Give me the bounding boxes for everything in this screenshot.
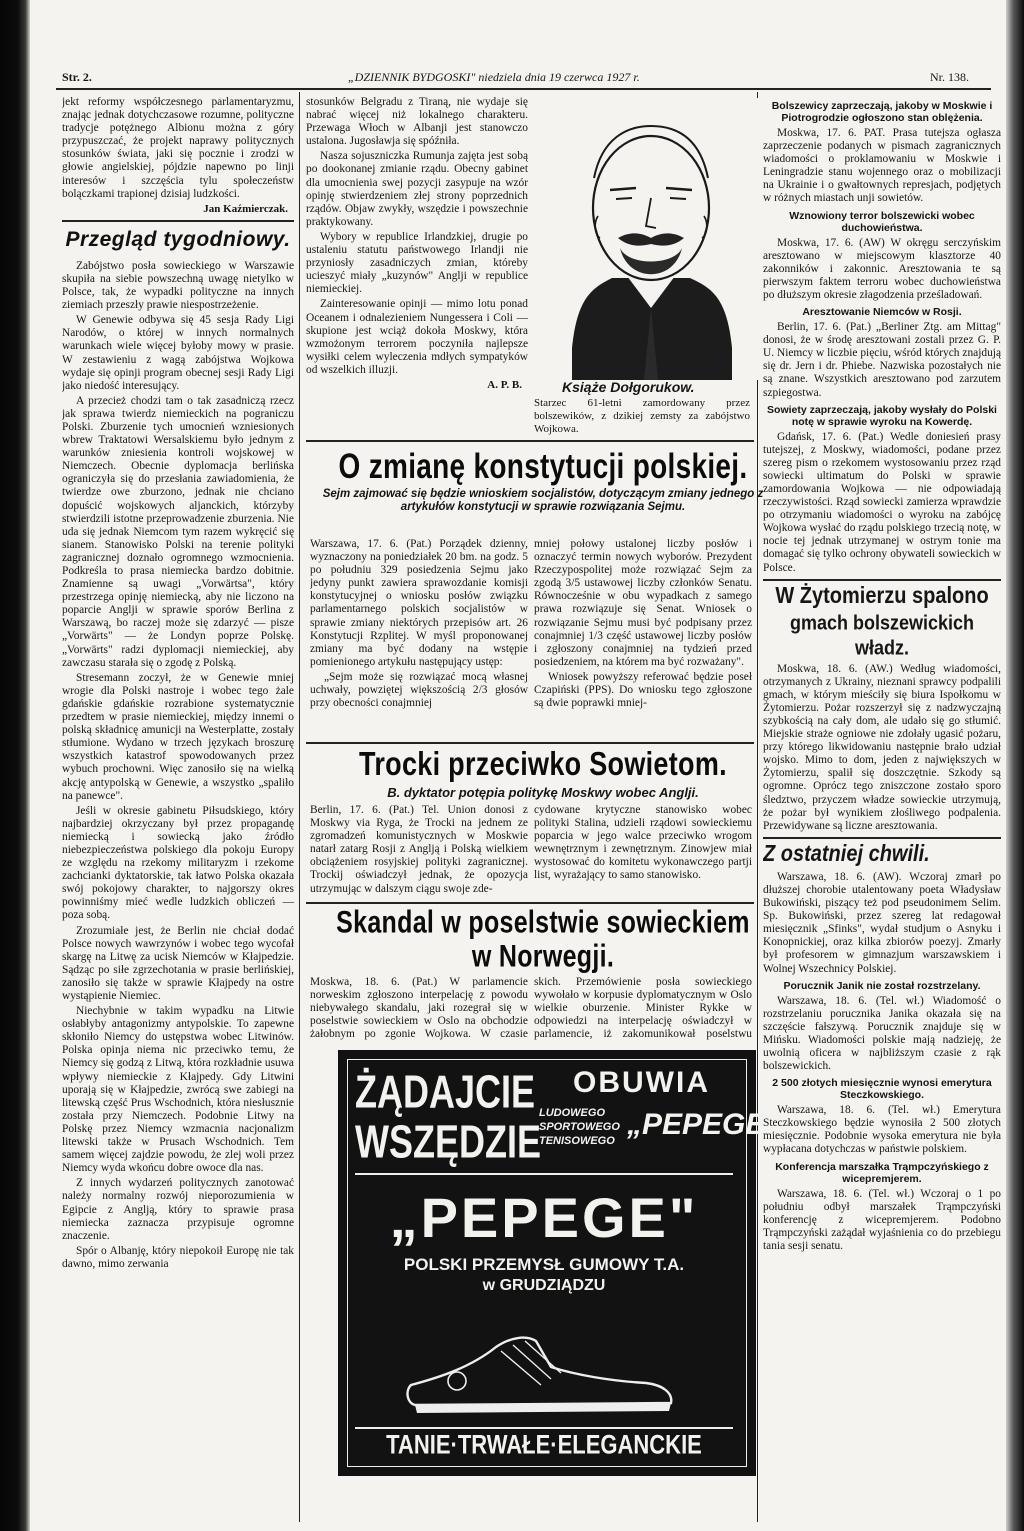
paragraph: Zabójstwo posła sowieckiego w Warszawie skupiła na siebie powszechną uwagę nietylko w Polsce, tak, że wypadki polityczne na innych ziemiach przeszły prawie niespostrzeżenie.	[62, 259, 294, 312]
scan-edge-left	[0, 0, 30, 1531]
portrait-illustration	[532, 98, 770, 380]
ad-folk: LUDOWEGO	[539, 1107, 605, 1119]
paragraph: cydowane krytyczne stanowisko wobec polityki Stalina, udzieli rządowi sowieckiemu poparcia w jego walce przeciwko wrogom wewnętrznym i zewnętrznym. Zinowjew miał wystosować do komitetu wykonawczego partji list, wyrażający to samo stanowisko.	[534, 804, 752, 882]
section-title-weekly-review: Przegląd tygodniowy.	[65, 227, 291, 251]
ad-brand-small: „PEPEGE"	[627, 1108, 780, 1141]
news-text: Warszawa, 18. 6. (Tel. wł.) Wiadomość o rozstrzelaniu porucznika Janika okazała się na szczęście fałszywą. Porucznik znajduje się w Mińsku. Wiadomości polskie mają nadzieję, że uwolnią oficera w najbliższym czasie z rąk bolszewickich.	[763, 994, 1001, 1073]
headline-fire-1: W Żytomierzu spalono	[775, 582, 989, 609]
paragraph: stosunków Belgradu z Tiraną, nie wydaje się nabrać więcej niż lokalnego charakteru. Przewaga Włoch w Albanji jest stanowczo ustalona. Jugosławja się spóźniła.	[306, 96, 528, 148]
news-text: Berlin, 17. 6. (Pat.) „Berliner Ztg. am Mittag" donosi, że w środę aresztowani zostali przez G. P. U. Niemcy w liczbie pięciu, wśród których znajdują się dr. Jern i dr. Phiebe. Nazwiska pozostałych nie są znane. Wszystkich aresztowano pod zarzutem szpiegostwa.	[763, 321, 1001, 399]
paragraph: A przecież chodzi tam o tak zasadniczą rzecz jak sprawa twierdz niemieckich na pograniczu Polski. Zburzenie tych umocnień wzniesionych wbrew Traktatowi Wersalskiemu było jednym z warunków zniesienia kontroli wojskowej w Niemczech. Obecnie dyplomacja berlińska ograniczyła się do przesłania zawiadomienia, że twierdze owe zburzono, jednak nie chciano dopuścić wojskowych aljanckich, którzyby stwierdzili istotne przeprowadzenie zburzenia. Nie uda się jednak Niemcom tym razem wykręcić się sianem. Stanowisko Polski na terenie polityki zagranicznej doznało ogromnego wzmocnienia. Podkreśla to prasa niemiecka bardzo dobitnie. Znamienne są uwagi „Vorwärtsa", który przestrzega opinję niemiecką, aby nie liczono na poparcie Anglji w sprawie sporów Berlina z Warszawą, bo raczej może się zdarzyć — pisze „Vorwärts" — że Londyn poprze Polskę. „Vorwärts" radzi dyplomacji niemieckiej, aby zawczasu starała się o zgodę z Polską.	[62, 394, 294, 669]
ad-brand-big: „PEPEGE"	[389, 1186, 699, 1249]
constitution-left	[310, 538, 528, 738]
paragraph: Wniosek powyższy referować będzie poseł Czapiński (PPS). Do wniosku tego zgłoszone są dwie poprawki mniej-	[534, 670, 752, 710]
paragraph: Z innych wydarzeń politycznych zanotować należy normalny rozwój nieporozumienia w Egipcie z Anglją, który to sprawie prasa niemiecka zaznacza przypisuje ogromne znaczenie.	[62, 1177, 294, 1242]
portrait-name: Książe Dołgorukow.	[562, 379, 695, 395]
news-text: Moskwa, 18. 6. (AW.) Według wiadomości, otrzymanych z Ukrainy, nieznani sprawcy podpalili gmach, w którym mieściły się biura Ispołkomu w Żytomierzu. Pożar rozszerzył się z nadzwyczajną szybkością na cały dom, ale udało się go stłumić. Miejskie straże ogniowe nie zdołały ugasić pożaru, przy którego likwidowaniu następnie brało udział wojsko. Mimo to dom, jeden z największych w Żytomierzu, spalił się doszczętnie. Szkody są ogromne. Oprócz tego zniszczone zostało sporo śledztwo, przyczem władze sowieckie utrzymują, że pożar był wynikiem złośliwego podpalenia. Przewidywane są liczne aresztowania.	[763, 662, 1001, 832]
article-signature: Jan Kaźmierczak.	[203, 202, 288, 215]
subheadline-trocki: B. dyktator potępia politykę Moskwy wobec Anglji.	[387, 785, 699, 800]
news-title: Konferencja marszałka Trąmpczyńskiego z wicepremjerem.	[775, 1160, 989, 1185]
norway-left	[310, 976, 528, 1042]
news-text: Warszawa, 18. 6. (AW). Wczoraj zmarł po dłuższej chorobie utalentowany poeta Władysław Bukowiński, piszący też pod pseudonimem Selim. Sp. Bukowiński, przez szereg lat redagował miesięcznik „Sfinks", wydał studjum o Asnyku i Konopnickiej, oraz kilka zbiorów poezyj. Zmarły był profesorem w gimnazjum warszawskiem i Wolnej Wszechnicy Polskiej.	[763, 870, 1001, 975]
ad-rule	[355, 1173, 733, 1175]
divider	[306, 902, 754, 904]
col-divider-1	[299, 92, 300, 1522]
paragraph: Moskwa, 18. 6. (Pat.) W parlamencie norweskim zgłoszono interpelację z powodu niebywałego skandalu, jaki rozegrał się w poselstwie sowieckiem w Oslo na obchodzie żałobnym po zgonie Wojkowa. W czasie	[310, 976, 528, 1041]
headline-norway-1: Skandal w poselstwie sowieckiem	[336, 904, 750, 940]
paragraph: Spór o Albanję, który niepokoił Europę nie tak dawno, mimo zerwania	[62, 1244, 294, 1270]
paragraph: Zainteresowanie opinji — mimo lotu ponad Oceanem i odnalezieniem Nungessera i Coli — skupione jest wciąż dokoła Moskwy, która wzmożonym terrorem poczyniła najlepsze wysiłki celem wyleczenia mdłych sympatyków od wszelkich illuzji.	[306, 298, 528, 376]
ad-shoes: OBUWIA	[573, 1066, 710, 1099]
ad-slogan: TANIE·TRWAŁE·ELEGANCKIE	[386, 1429, 702, 1460]
section-rule	[763, 579, 1001, 581]
paragraph: Nasza sojuszniczka Rumunja zajęta jest sobą po dookonanej zmianie rządu. Obecny gabinet dla umocnienia swej pozycji zasypuje na wzór opinję stwierdzeniem złej strony poprzednich rządów. Objaw zwykły, wszędzie i powszechnie praktykowany.	[306, 150, 528, 228]
news-title: Sowiety zaprzeczają, jakoby wysłały do Polski notę w sprawie wyroku na Kowerdę.	[767, 403, 997, 428]
trocki-right	[534, 804, 752, 904]
ad-sport: SPORTOWEGO	[539, 1121, 620, 1133]
column-2	[306, 96, 528, 441]
paragraph: Jeśli w okresie gabinetu Piłsudskiego, który najbardziej okrzyczany był przez propagandę niemiecką i sowiecką jako źródło niebezpieczeństwa polskiego dla pokoju Europy ze względu na rzekomy militaryzm i rzekome zachcianki dyktatorskie, tak łatwo Polska okazała swój pokojowy charakter, to najgorszy okres powinniśmy mieć wedle ludzkich obliczeń — poza sobą.	[62, 804, 294, 922]
paragraph: Niechybnie w takim wypadku na Litwie osłabłyby antagonizmy antypolskie. To zapewne skłoniło Niemcy do ustępstwa wobec Litwinów. Polska opinja niema nic przeciwko temu, że Niemcy się godzą z Litwą, która rozkładnie usuwa wpływy niemieckie z Kłajpedy. Gdy Litwini uporają się w Kłajpedzie, zwrócą swe zabiegi na litewską część Prus Wschodnich, która niesłusznie została przy Niemczech. Podobnie Litwy na Polskę przez Niemcy wzmacnia nacjonalizm litewski także w Prusach Wschodnich. Tem samem więcej zajdzie powodu, że zlej woli przez Niemcy wyda wkońcu dobre owoce dla nas.	[62, 1005, 294, 1175]
ad-tennis: TENISOWEGO	[539, 1135, 615, 1147]
news-title: Aresztowanie Niemców w Rosji.	[802, 306, 962, 319]
divider	[306, 742, 754, 744]
headline-norway-2: w Norwegji.	[471, 938, 615, 974]
news-text: Moskwa, 17. 6. PAT. Prasa tutejsza ogłasza zaprzeczenie podanych w pismach zagranicznych wiadomości o proklamowaniu w Moskwie i Leningradzie stanu wojennego oraz o mobilizacji na Ukrainie i o gwałtownych represjach, podjętych w różnych miastach unji sowietów.	[763, 127, 1001, 205]
portrait-caption: Starzec 61-letni zamordowany przez bolszewików, z dzikiej zemsty za zabójstwo Wojkowa.	[534, 397, 750, 435]
ad-demand: ŻĄDAJCIE	[355, 1064, 536, 1118]
divider	[306, 440, 754, 442]
headline-fire-2: gmach bolszewickich władz.	[789, 610, 975, 659]
news-title: 2 500 złotych miesięcznie wynosi emerytura Steczkowskiego.	[772, 1077, 992, 1102]
intro-paragraph: jekt reformy współczesnego parlamentaryzmu, znając jednak dotychczasowe rozumne, polityczne tradycje potężnego Albionu można z góry przypuszczać, że projekt naprawy politycznych stosunków świata, jaki się pocznie i zrodzi w głowie angielskiej, pójdzie napewno po linji interesów i szczęścia tylu społeczeństw bolączkami trapionej dzisiaj ludzkości.	[62, 96, 294, 200]
issue-number: Nr. 138.	[930, 70, 969, 84]
masthead-title: „DZIENNIK BYDGOSKI" niedziela dnia 19 czerwca 1927 r.	[348, 70, 640, 84]
paragraph: Berlin, 17. 6. (Pat.) Tel. Union donosi z Moskwy via Ryga, że Trocki na jednem ze zgromadzeń komunistycznych w Moskwie natarł zatarg Rosji z Anglją i Polską wielkiem obciążeniem rosyjskiej polityki zagranicznej. Trockij oświadczył jednak, że opozycja utrzymując w dalszym ciągu swoje zde-	[310, 804, 528, 895]
paragraph: W Genewie odbywa się 45 sesja Rady Ligi Narodów, o której w innych normalnych warunkach wiele więcej byłoby mowy w prasie. W zestawieniu z wagą zabójstwa Wojkowa wydaje się opinji program obecnej sesji Rady Ligi jako niedość interesujący.	[62, 314, 294, 392]
paragraph: Wybory w republice Irlandzkiej, drugie po ustaleniu statutu państwowego Irlandji nie przyniosły zasadniczych zmian, któreby ucieszyć miały „kuzynów" Anglji w republice niemieckiej.	[306, 230, 528, 296]
column-1	[62, 96, 294, 1516]
news-title: Bolszewicy zaprzeczają, jakoby w Moskwie i Piotrogrodzie ogłoszono stan oblężenia.	[771, 100, 993, 124]
trocki-left	[310, 804, 528, 904]
paragraph: „Sejm może się rozwiązać mocą własnej uchwały, powziętej większością 2/3 głosów przy obecności conajmniej	[310, 670, 528, 710]
news-title: Wznowiony terror bolszewicki wobec duchowieństwa.	[789, 209, 975, 234]
headline-trocki: Trocki przeciwko Sowietom.	[359, 744, 727, 783]
news-text: Warszawa, 18. 6. (Tel. wł.) Emerytura Steczkowskiego będzie wynosiła 2 500 złotych miesięcznie. Podobnie wysoka emerytura nie była wypłacana dotychczas w państwie polskiem.	[763, 1104, 1001, 1156]
headline-constitution: O zmianę konstytucji polskiej.	[338, 446, 748, 486]
column-4	[763, 96, 1001, 1516]
ad-everywhere: WSZĘDZIE	[355, 1114, 541, 1168]
news-text: Gdańsk, 17. 6. (Pat.) Wedle doniesień prasy tutejszej, z Moskwy, wiadomości, podane przez szereg pism o rzekomem wystosowaniu przez rząd sowiecki ultimatum do Polski w sprawie zamordowania Wojkowa — nie odpowiadają rzeczywistości. Rząd sowiecki zamierza wprawdzie po otrzymaniu wiadomości o wyroku na zabójcę Wojkowa wysłać do rządu polskiego trzecią notę, w nocie tej jednak utrzymanej w ostrym tonie ma domagać się tylko ochrony obywateli sowieckich w Polsce.	[763, 430, 1001, 574]
ad-company: POLSKI PRZEMYSŁ GUMOWY T.A.	[403, 1255, 685, 1274]
paragraph: Stresemann zoczył, że w Genewie mniej wrogie dla Polski nastroje i wobec tego żale gdańskie gdańskie rozrabione systematycznie przedtem w prasie niemieckiej, między innemi o polską składnicę amunicji na Westerplatte, zostały stłumione. Wydano w trzech językach broszurę wszystkich katastrof spowodowanych przez wybuch prochowni. Więc zanosiło się na wielką akcję antypolską w Genewie, a wszystko „spaliło na panewce".	[62, 671, 294, 802]
paragraph: Zrozumiałe jest, że Berlin nie chciał dodać Polsce nowych wawrzynów i wobec tego wycofał skargę na Litwę za ucisk Niemców w Kłajpedzie. Sądząc po siłe zgrzechotania w prasie berlińskiej, zanosiło się także w sprawie Kłajpedy na ostre wystąpienie Niemiec.	[62, 924, 294, 1002]
section-rule	[62, 220, 294, 222]
pepege-advertisement	[338, 1050, 780, 1476]
ad-city: w GRUDZIĄDZU	[482, 1277, 606, 1294]
constitution-right	[534, 538, 752, 738]
shoe-illustration	[401, 1307, 691, 1423]
scan-edge-right	[1006, 0, 1024, 1531]
subheadline-constitution: Sejm zajmować się będzie wnioskiem socjalistów, dotyczącym zmiany jednego z artykułów konstytucji w sprawie rozwiązania Sejmu.	[322, 488, 764, 513]
news-text: Warszawa, 18. 6. (Tel. wł.) Wczoraj o 1 po południu odbył marszałek Trąmpczyński konferencję z wicepremjerem. Podobno Trąmpczyński zażądał wyjaśnienia co do przebiegu tania sesji senatu.	[763, 1187, 1001, 1252]
page-number: Str. 2.	[62, 70, 92, 84]
paragraph: skich. Przemówienie posła sowieckiego wywołało w korpusie dyplomatycznym w Oslo wielkie oburzenie. Minister Rykke w odpowiedzi na interpelację oświadczył w parlamencie, iż zakomunikował poselstwu	[534, 976, 752, 1041]
paragraph: mniej połowy ustalonej liczby posłów i oznaczyć termin nowych wyborów. Prezydent Rzeczypospolitej może rozwiązać Sejm za zgodą 3/5 ustawowej liczby członków Senatu. Równocześnie w obu wypadkach z samego prawa rozwiązuje się Senat. Wniosek o rozwiązanie Sejmu musi być podpisany przez conajmniej 1/3 część ustawowej liczby posłów i zgłoszony conajmniej na tydzień przed posiedzeniem, na którem ma być rozważany".	[534, 538, 752, 668]
norway-right	[534, 976, 752, 1042]
paragraph: Warszawa, 17. 6. (Pat.) Porządek dzienny, wyznaczony na poniedziałek 20 bm. na godz. 5 po południu 329 posiedzenia Sejmu jako jedyny punkt zawiera sprawozdanie komisji konstytucyjnej o wniosku posłów związku parlamentarnego polskich socjalistów w sprawie zmiany niektórych przepisów art. 26 Konstytucji Rzplitej. W myśl proponowanej zmiany ma być dodany na wstępie pomienionego artykułu następujący ustęp:	[310, 538, 528, 668]
news-title: Porucznik Janik nie został rozstrzelany.	[783, 979, 981, 992]
section-title-last-minute: Z ostatniej chwili.	[763, 841, 930, 867]
news-text: Moskwa, 17. 6. (AW) W okręgu serczyńskim aresztowano w miejscowym klasztorze 40 zakonników i zakonnic. Aresztowania te są pierwszym faktem terroru wobec duchowieństwa po dłuższym okresie złagodzenia prześladowań.	[763, 236, 1001, 301]
header-rule	[56, 88, 991, 90]
article-signature: A. P. B.	[487, 378, 522, 391]
section-rule	[763, 837, 1001, 839]
